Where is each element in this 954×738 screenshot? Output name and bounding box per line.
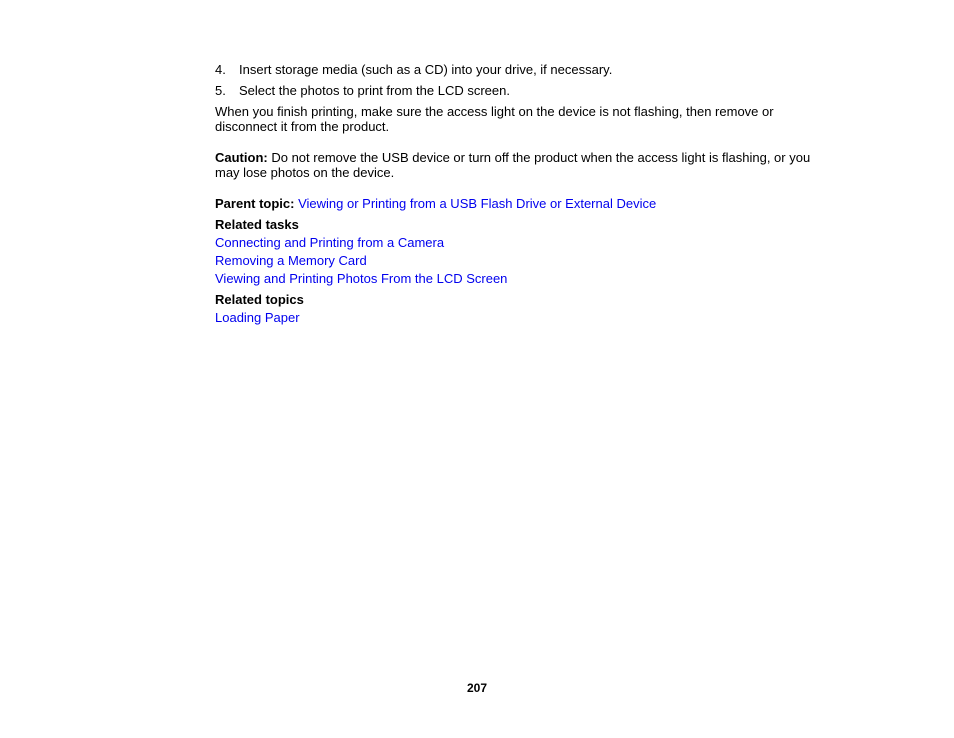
related-tasks-heading: Related tasks	[215, 217, 299, 232]
page-number: 207	[466, 681, 488, 695]
parent-topic	[215, 196, 825, 211]
parent-topic-link[interactable]: Viewing or Printing from a USB Flash Drive or External Device	[298, 196, 657, 211]
step-number: 4.	[215, 62, 226, 77]
caution-note	[215, 150, 825, 180]
step-number: 5.	[215, 83, 226, 98]
related-topics-heading: Related topics	[215, 292, 304, 307]
related-task-link-lcd-screen[interactable]: Viewing and Printing Photos From the LCD Screen	[215, 271, 508, 286]
related-topics-list	[215, 310, 825, 325]
caution-label: Caution:	[215, 150, 268, 165]
step-item-4	[215, 62, 825, 80]
document-body	[215, 62, 825, 328]
parent-topic-label: Parent topic:	[215, 196, 295, 211]
caution-text: Do not remove the USB device or turn off the product when the access light is flashing, or you may lose photos on the device.	[215, 150, 811, 180]
finish-note: When you finish printing, make sure the access light on the device is not flashing, then remove or disconnect it from the product.	[215, 104, 774, 134]
step-item-5	[215, 83, 825, 101]
step-text: Select the photos to print from the LCD screen.	[239, 83, 510, 98]
related-tasks-list	[215, 235, 825, 286]
related-task-link-memory-card[interactable]: Removing a Memory Card	[215, 253, 367, 268]
step-text: Insert storage media (such as a CD) into your drive, if necessary.	[239, 62, 613, 77]
related-task-link-camera[interactable]: Connecting and Printing from a Camera	[215, 235, 445, 250]
related-topic-link-loading-paper[interactable]: Loading Paper	[215, 310, 300, 325]
